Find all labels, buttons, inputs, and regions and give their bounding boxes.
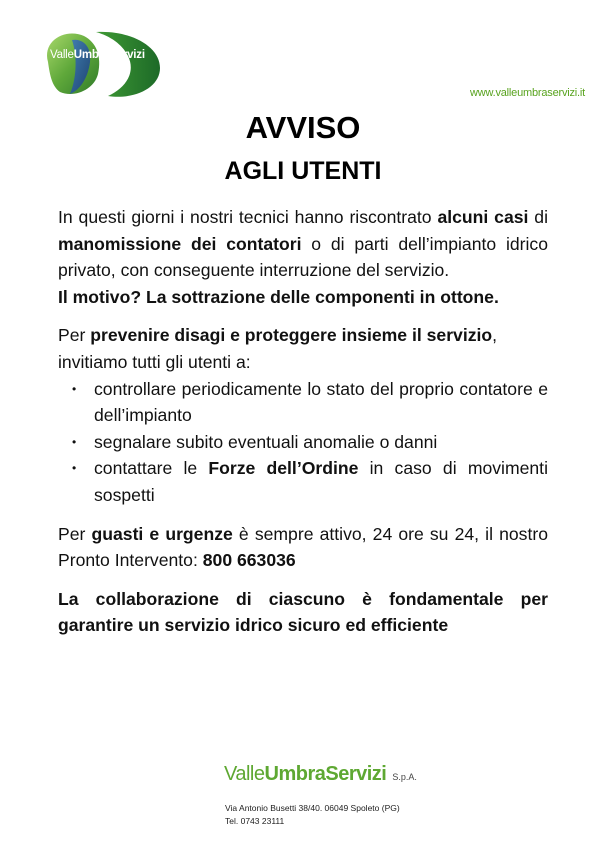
logo-wordmark: ValleUmbraServizi bbox=[50, 49, 145, 61]
paragraph-reason: Il motivo? La sottrazione delle componenti in ottone. bbox=[58, 286, 499, 307]
recommendation-list bbox=[58, 376, 548, 509]
bullet-icon: • bbox=[72, 461, 77, 476]
notice-subtitle: AGLI UTENTI bbox=[224, 157, 382, 185]
paragraph-intro: In questi giorni i nostri tecnici hanno riscontrato alcuni casi di manomissione dei contatori o di parti dell’impianto idrico privato, con conseguente interruzione del servizio. bbox=[58, 207, 548, 281]
list-item: • segnalare subito eventuali anomalie o danni bbox=[58, 429, 548, 456]
list-item: • controllare periodicamente lo stato del proprio contatore e dell’impianto bbox=[58, 376, 548, 429]
address-line: Via Antonio Busetti 38/40. 06049 Spoleto (PG) bbox=[225, 803, 400, 813]
footer-address bbox=[225, 802, 400, 828]
paragraph-prevention: Per prevenire disagi e proteggere insieme il servizio, invitiamo tutti gli utenti a: bbox=[58, 325, 498, 372]
footer-brand: ValleUmbraServizi S.p.A. bbox=[224, 763, 417, 785]
website-url: www.valleumbraservizi.it bbox=[469, 87, 585, 99]
notice-title: AVVISO bbox=[245, 110, 361, 145]
emergency-phone: 800 663036 bbox=[202, 550, 296, 571]
phone-line: Tel. 0743 23111 bbox=[225, 816, 285, 826]
notice-body bbox=[58, 204, 548, 639]
paragraph-closing: La collaborazione di ciascuno è fondamentale per garantire un servizio idrico sicuro ed efficiente bbox=[58, 588, 548, 636]
bullet-icon: • bbox=[72, 434, 77, 449]
paragraph-emergency: Per guasti e urgenze è sempre attivo, 24 ore su 24, il nostro Pronto Intervento: 800 663036 bbox=[58, 523, 548, 571]
list-item: • contattare le Forze dell’Ordine in caso di movimenti sospetti bbox=[58, 455, 548, 508]
bullet-icon: • bbox=[72, 381, 77, 396]
